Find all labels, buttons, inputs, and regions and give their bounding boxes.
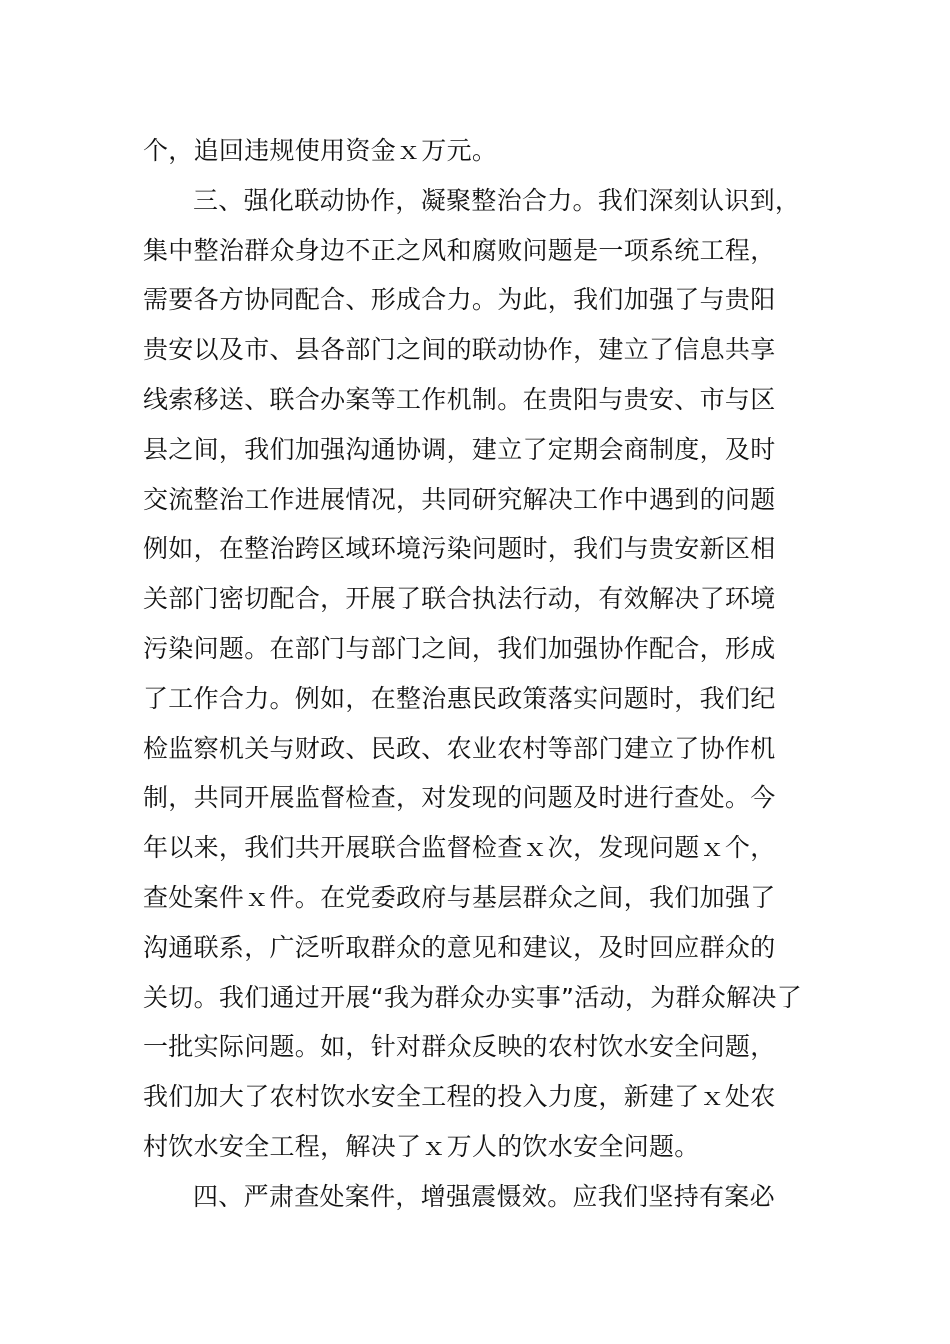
text-line-5: 贵安以及市、县各部门之间的联动协作，建立了信息共享: [143, 335, 776, 365]
text-line-17: 沟通联系，广泛听取群众的意见和建议，及时回应群众的: [143, 932, 776, 962]
section-heading-3: 三、强化联动协作，凝聚整治合力。我们深刻认识到，: [193, 185, 801, 215]
text-line-1: 个，追回违规使用资金ｘ万元。: [143, 136, 498, 165]
text-line-19: 一批实际问题。如，针对群众反映的农村饮水安全问题，: [143, 1032, 776, 1062]
text-line-14: 制，共同开展监督检查，对发现的问题及时进行查处。今: [143, 783, 776, 813]
text-line-11: 污染问题。在部门与部门之间，我们加强协作配合，形成: [143, 633, 776, 663]
text-line-10: 关部门密切配合，开展了联合执法行动，有效解决了环境: [143, 584, 776, 614]
document-body: [143, 126, 843, 1222]
text-line-3: 集中整治群众身边不正之风和腐败问题是一项系统工程，: [143, 235, 776, 265]
text-line-15: 年以来，我们共开展联合监督检查ｘ次，发现问题ｘ个，: [143, 833, 776, 863]
section-heading-4: 四、严肃查处案件，增强震慑效。应我们坚持有案必: [193, 1181, 775, 1211]
text-line-8: 交流整治工作进展情况，共同研究解决工作中遇到的问题: [143, 484, 776, 514]
text-line-20: 我们加大了农村饮水安全工程的投入力度，新建了ｘ处农: [143, 1082, 776, 1112]
text-line-6: 线索移送、联合办案等工作机制。在贵阳与贵安、市与区: [143, 384, 776, 414]
text-line-16: 查处案件ｘ件。在党委政府与基层群众之间，我们加强了: [143, 882, 776, 912]
text-line-12: 了工作合力。例如，在整治惠民政策落实问题时，我们纪: [143, 683, 776, 713]
text-line-21: 村饮水安全工程，解决了ｘ万人的饮水安全问题。: [143, 1131, 700, 1161]
text-line-7: 县之间，我们加强沟通协调，建立了定期会商制度，及时: [143, 434, 776, 464]
text-line-13: 检监察机关与财政、民政、农业农村等部门建立了协作机: [143, 733, 776, 763]
text-line-4: 需要各方协同配合、形成合力。为此，我们加强了与贵阳: [143, 285, 776, 315]
text-line-18: 关切。我们通过开展“我为群众办实事”活动，为群众解决了: [143, 982, 803, 1012]
text-line-9: 例如，在整治跨区域环境污染问题时，我们与贵安新区相: [143, 534, 776, 564]
